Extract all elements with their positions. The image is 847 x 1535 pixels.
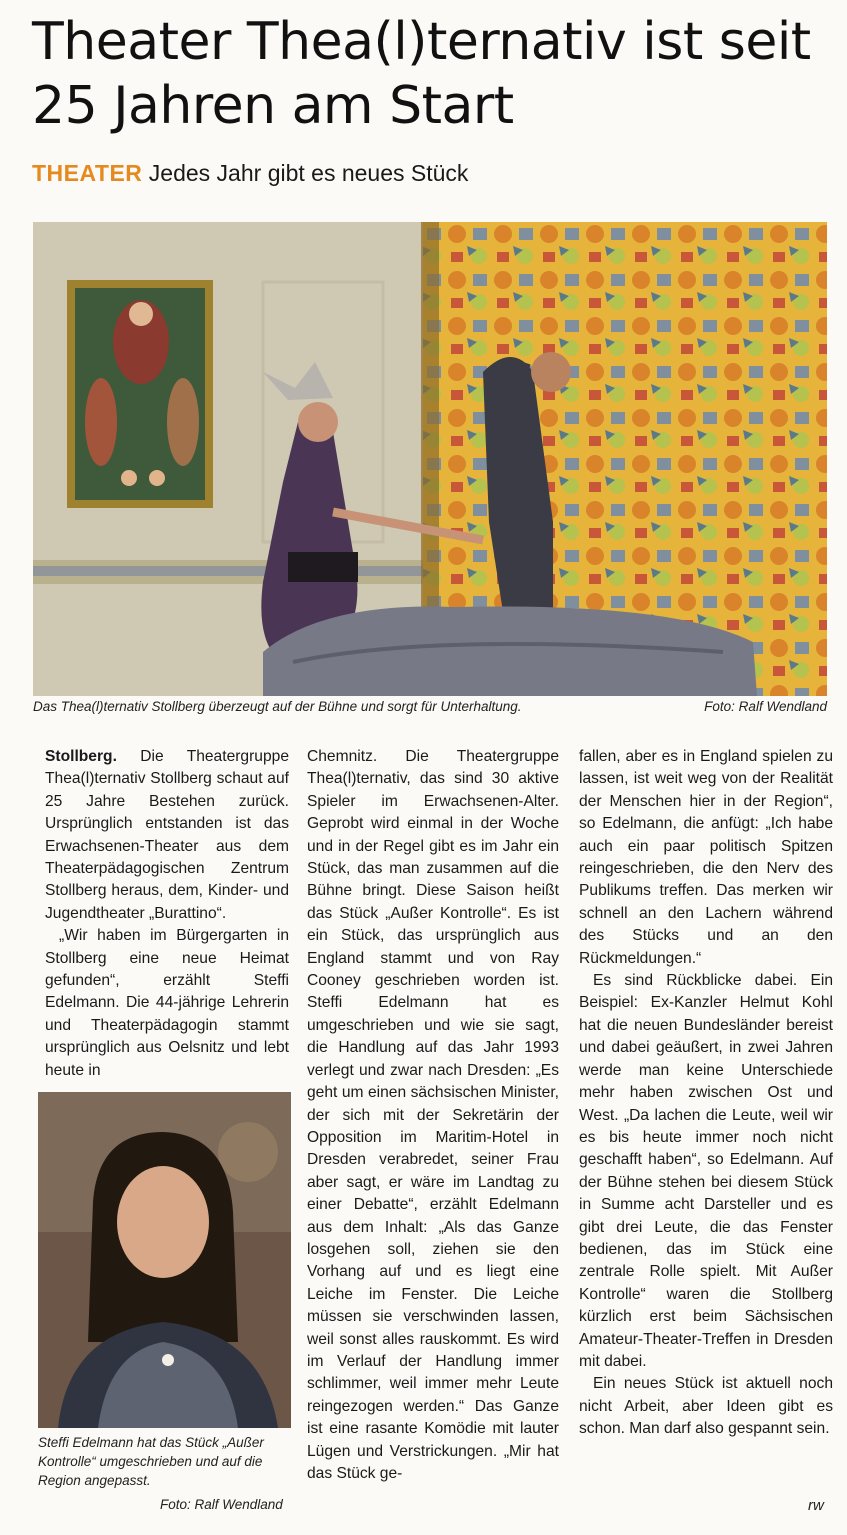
stage-photo-caption: Das Thea(l)ternativ Stollberg überzeugt auf der Bühne und sorgt für Unterhaltung. (33, 699, 522, 714)
stage-photo-caption-row (33, 699, 827, 714)
portrait-photo (38, 1092, 291, 1428)
paragraph: fallen, aber es in England spielen zu lassen, ist weit weg von der Realität der Menschen hier in der Region“, so Edelmann, die anfügt: „Ich habe auch ein paar politisch Spitzen reingeschrieben, die den Nerv des Publikums treffen. Das merken wir schnell an den Lachern während des Stücks und an den Rückmeldungen.“ (579, 748, 833, 967)
paragraph: „Wir haben im Bürgergarten in Stollberg eine neue Heimat gefunden“, erzählt Steffi Edelmann. Die 44-jährige Lehrerin und Theaterpädagogin stammt ursprünglich aus Oelsnitz und lebt heute in (45, 927, 289, 1079)
stage-photo (33, 222, 827, 696)
kicker: THEATER (32, 160, 143, 186)
portrait-credit: Foto: Ralf Wendland (160, 1497, 283, 1512)
portrait-illustration (38, 1092, 291, 1428)
article-column-1 (45, 746, 289, 1082)
paragraph-text: Die Theatergruppe Thea(l)ternativ Stollberg schaut auf 25 Jahre Bestehen zurück. Ursprünglich entstanden ist das Erwachsenen-Theater aus dem Theaterpädagogischen Zentrum Stollberg heraus, dem, Kinder- und Jugendtheater „Burattino“. (45, 748, 289, 922)
dateline: Stollberg. (45, 748, 117, 765)
article-column-2 (307, 746, 559, 1485)
portrait-caption: Steffi Edelmann hat das Stück „Außer Kontrolle“ umgeschrieben und auf die Region angepasst. (38, 1435, 264, 1488)
paragraph: Chemnitz. Die Theatergruppe Thea(l)ternativ, das sind 30 aktive Spieler im Erwachsenen-Alter. Geprobt wird einmal in der Woche und in der Regel gibt es im Jahr ein Stück, das man zusammen auf die Bühne bringt. Diese Saison heißt das Stück „Außer Kontrolle“. Es ist ein Stück, das ursprünglich aus England stammt und von Ray Cooney geschrieben worden ist. Steffi Edelmann hat es umgeschrieben und wie sie sagt, die Handlung auf das Jahr 1993 verlegt und zwar nach Dresden: „Es geht um einen sächsischen Minister, der sich mit der Sekretärin der Opposition im Maritim-Hotel in Dresden verabredet, seiner Frau aber sagt, er wäre im Landtag zu einer Debatte“, erzählt Edelmann aus dem Inhalt: „Als das Ganze losgehen soll, ziehen sie den Vorhang auf und es liegt eine Leiche im Fenster. Die Leiche müssen sie verschwinden lassen, weil sonst alles rauskommt. Es wird im Verlauf der Handlung immer schlimmer, weil immer mehr Leute reingezogen werden.“ Das Ganze ist eine rasante Komödie mit lauter Lügen und Verstrickungen. „Mir hat das Stück ge- (307, 748, 559, 1482)
author-initials: rw (808, 1497, 824, 1514)
stage-photo-illustration (33, 222, 827, 696)
headline: Theater Thea(l)ternativ ist seit 25 Jahren am Start (32, 12, 811, 136)
paragraph: Ein neues Stück ist aktuell noch nicht Arbeit, aber Ideen gibt es schon. Man darf also gespannt sein. (579, 1375, 833, 1438)
subline (32, 158, 468, 188)
subline-text: Jedes Jahr gibt es neues Stück (148, 160, 469, 186)
paragraph: Es sind Rückblicke dabei. Ein Beispiel: Ex-Kanzler Helmut Kohl hat die neuen Bundesländer bereist und dabei geäußert, in zwei Jahren werde man keine Unterschiede mehr haben zwischen Ost und West. „Da lachen die Leute, weil wir es bis heute immer noch nicht geschafft haben“, so Edelmann. Auf der Bühne stehen bei diesem Stück in Summe acht Darsteller und es gibt drei Leute, die das Fenster bedienen, das im Stück eine zentrale Rolle spielt. Mit Außer Kontrolle“ waren die Stollberg kürzlich erst beim Sächsischen Amateur-Theater-Treffen in Dresden mit dabei. (579, 972, 833, 1370)
stage-photo-credit: Foto: Ralf Wendland (704, 699, 827, 714)
paragraph (45, 746, 289, 925)
article-column-3 (579, 746, 833, 1441)
